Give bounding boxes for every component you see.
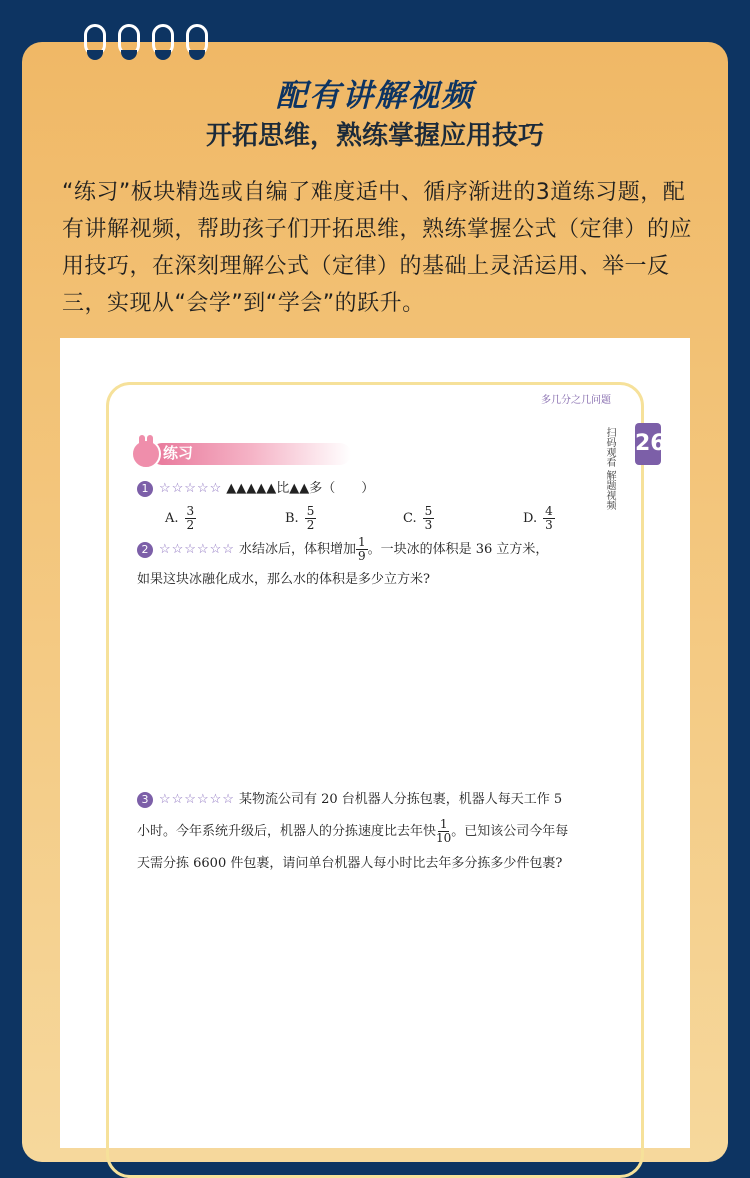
- question-text: 如果这块冰融化成水，那么水的体积是多少立方米?: [137, 572, 430, 587]
- question-number: 3: [137, 792, 153, 808]
- difficulty-stars: ☆☆☆☆☆: [159, 481, 223, 496]
- question-2: [137, 535, 617, 565]
- page-frame: [106, 382, 666, 1178]
- question-text: 。已知该公司今年每: [451, 824, 569, 839]
- question-text: 水结冰后，体积增加: [238, 542, 356, 557]
- binder-rings: [84, 24, 208, 60]
- chapter-title: 多几分之几问题: [541, 395, 611, 406]
- difficulty-stars: ☆☆☆☆☆☆: [159, 542, 235, 557]
- question-3-line-2: [137, 817, 617, 847]
- option-a[interactable]: [165, 505, 196, 532]
- description: “练习”板块精选或自编了难度适中、循序渐进的3道练习题，配有讲解视频，帮助孩子们开拓思维，熟练掌握公式（定律）的应用技巧，在深刻理解公式（定律）的基础上灵活运用、举一反三，实现从“会学”到“学会”的跃升。: [62, 180, 693, 316]
- question-text: 某物流公司有 20 台机器人分拣包裹，机器人每天工作 5: [238, 792, 563, 807]
- option-label: A.: [165, 511, 179, 526]
- ring-icon: [152, 24, 174, 60]
- option-fraction: $\frac{3}{2}$: [186, 504, 195, 532]
- ring-icon: [118, 24, 140, 60]
- question-fraction: $\frac{1}{10}$: [436, 817, 452, 845]
- question-1: [137, 477, 374, 497]
- option-label: C.: [403, 511, 417, 526]
- option-d[interactable]: [523, 505, 555, 532]
- rabbit-icon: [131, 439, 161, 469]
- question-text: 天需分拣 6600 件包裹，请问单台机器人每小时比去年多分拣多少件包裹?: [137, 856, 563, 871]
- option-c[interactable]: [403, 505, 434, 532]
- question-3-line-3: [137, 849, 617, 879]
- page-subtitle: 开拓思维，熟练掌握应用技巧: [205, 121, 544, 151]
- option-b[interactable]: [285, 505, 316, 532]
- question-3: [137, 785, 617, 815]
- question-number: 2: [137, 542, 153, 558]
- question-text: 小时。今年系统升级后，机器人的分拣速度比去年快: [137, 824, 437, 839]
- question-text: ▲▲▲▲▲比▲▲多（ ）: [226, 481, 375, 496]
- section-header: [131, 439, 351, 467]
- book-page-preview: [60, 338, 690, 1148]
- option-fraction: $\frac{5}{2}$: [306, 504, 315, 532]
- difficulty-stars: ☆☆☆☆☆☆: [159, 792, 235, 807]
- ring-icon: [84, 24, 106, 60]
- question-number: 1: [137, 481, 153, 497]
- question-text: 。一块冰的体积是 36 立方米，: [367, 542, 549, 557]
- option-fraction: $\frac{4}{3}$: [545, 504, 553, 532]
- page-title: 配有讲解视频: [276, 78, 474, 114]
- option-label: D.: [523, 511, 538, 526]
- option-fraction: $\frac{5}{3}$: [424, 504, 433, 532]
- question-2-line-2: [137, 565, 617, 595]
- option-label: B.: [285, 511, 299, 526]
- page-number-badge: 26: [635, 423, 661, 465]
- scan-video-hint: 扫码观看 解题视频: [604, 427, 615, 511]
- ring-icon: [186, 24, 208, 60]
- section-label: 练习: [163, 444, 194, 462]
- question-fraction: $\frac{1}{9}$: [357, 535, 366, 563]
